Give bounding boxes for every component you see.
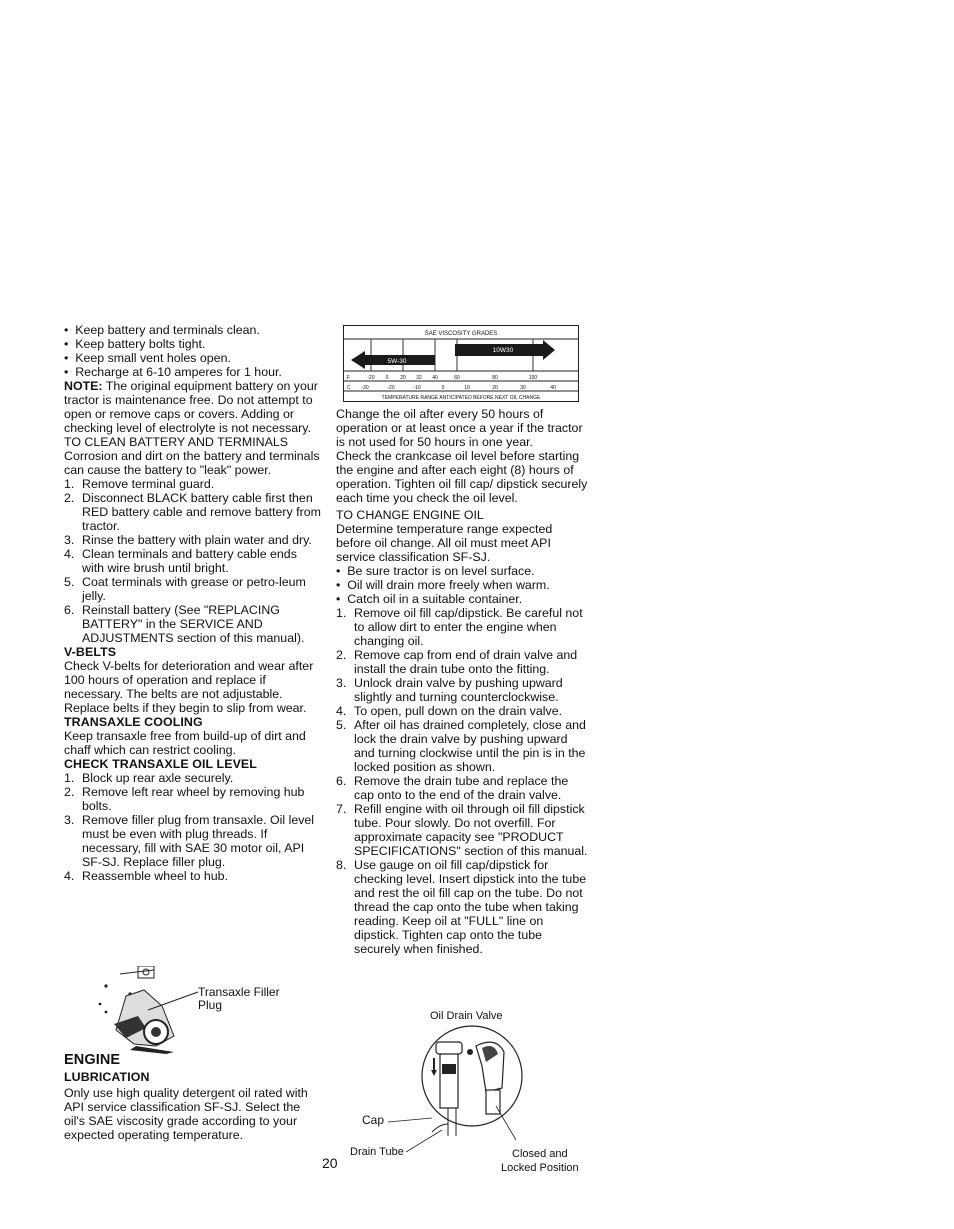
clean-step: 6. Reinstall battery (See "REPLACING BATTERY" in the SERVICE AND ADJUSTMENTS section of this manual).: [64, 603, 305, 645]
change-oil-intro: Determine temperature range expected before oil change. All oil must meet API service classification SF-SJ.: [336, 522, 553, 564]
battery-bullet: • Keep small vent holes open.: [64, 351, 231, 365]
f-tick-label: 60: [454, 375, 460, 381]
closed-label-line1: Closed and: [512, 1148, 568, 1160]
change-bullet: • Be sure tractor is on level surface.: [336, 564, 535, 578]
chart-title: SAE VISCOSITY GRADES: [424, 331, 498, 337]
engine-heading: ENGINE: [64, 1052, 121, 1068]
transaxle-illustration: [86, 966, 296, 1056]
f-scale-label: F: [347, 375, 351, 381]
check-step: 2. Remove left rear wheel by removing hub bolts.: [64, 785, 305, 813]
grade-10w30-label: 10W30: [492, 347, 514, 354]
f-tick-label: 20: [400, 375, 406, 381]
f-tick-label: 32: [416, 375, 422, 381]
check-step: 4. Reassemble wheel to hub.: [64, 869, 229, 883]
change-step: 3. Unlock drain valve by pushing upward slightly and turning counterclockwise.: [336, 676, 563, 704]
valve-title: Oil Drain Valve: [430, 1010, 503, 1022]
change-interval-text: Change the oil after every 50 hours of operation or at least once a year if the tractor is not used for 50 hours in one year.: [336, 407, 583, 449]
transaxle-filler-label: Transaxle Filler Plug: [198, 985, 280, 1012]
clean-step: 3. Rinse the battery with plain water and dry.: [64, 533, 312, 547]
c-tick-label: -10: [413, 385, 421, 391]
change-step: 6. Remove the drain tube and replace the cap onto to the end of the drain valve.: [336, 774, 569, 802]
cap-label: Cap: [362, 1113, 385, 1127]
chart-footer: TEMPERATURE RANGE ANTICIPATED BEFORE NEXT OIL CHANGE: [381, 395, 541, 401]
change-step: 2. Remove cap from end of drain valve and install the drain tube onto the fitting.: [336, 648, 578, 676]
c-scale-label: C: [347, 385, 351, 391]
c-tick-label: 10: [464, 385, 470, 391]
closed-position-label: [512, 1148, 568, 1160]
clean-step: 5. Coat terminals with grease or petro-leum jelly.: [64, 575, 306, 603]
valve-drawing: [336, 1006, 596, 1156]
cooling-text: Keep transaxle free from build-up of dirt and chaff which can restrict cooling.: [64, 729, 306, 757]
lubrication-heading: LUBRICATION: [64, 1070, 150, 1084]
check-transaxle-heading: CHECK TRANSAXLE OIL LEVEL: [64, 757, 257, 771]
engine-section: [64, 1052, 322, 1142]
c-tick-label: 0: [441, 385, 445, 391]
clean-step: 4. Clean terminals and battery cable ends with wire brush until bright.: [64, 547, 297, 575]
clean-intro: Corrosion and dirt on the battery and terminals can cause the battery to "leak" power.: [64, 449, 320, 477]
battery-bullet: • Keep battery and terminals clean.: [64, 323, 260, 337]
clean-step: 1. Remove terminal guard.: [64, 477, 215, 491]
right-column: [336, 407, 588, 956]
battery-bullet: • Recharge at 6-10 amperes for 1 hour.: [64, 365, 282, 379]
check-level-text: Check the crankcase oil level before starting the engine and after each eight (8) hours of operation. Tighten oil fill cap/ dipstick securely each time you check the oil level.: [336, 449, 588, 505]
grade-5w30-label: 5W-30: [387, 358, 407, 365]
c-tick-label: 30: [520, 385, 526, 391]
locked-position-label: Locked Position: [501, 1162, 579, 1174]
change-step: 4. To open, pull down on the drain valve.: [336, 704, 563, 718]
cooling-heading: TRANSAXLE COOLING: [64, 715, 203, 729]
clean-heading: TO CLEAN BATTERY AND TERMINALS: [64, 435, 289, 449]
change-bullet: • Catch oil in a suitable container.: [336, 592, 523, 606]
page-number: 20: [322, 1155, 338, 1171]
c-tick-label: 40: [550, 385, 556, 391]
battery-note: NOTE: The original equipment battery on your tractor is maintenance free. Do not attempt to open or remove caps or covers. Adding or checking level of electrolyte is not necessary.: [64, 379, 318, 435]
c-tick-label: 20: [492, 385, 498, 391]
sae-viscosity-chart: [343, 325, 579, 402]
lubrication-text: Only use high quality detergent oil rated with API service classification SF-SJ. Select the oil's SAE viscosity grade according to your expected operating temperature.: [64, 1086, 308, 1142]
f-tick-label: 80: [492, 375, 498, 381]
left-column: [64, 323, 322, 883]
viscosity-chart-drawing: [343, 325, 579, 402]
f-tick-label: -20: [367, 375, 375, 381]
change-bullet: • Oil will drain more freely when warm.: [336, 578, 550, 592]
drain-tube-label: Drain Tube: [350, 1146, 404, 1158]
vbelts-heading: V-BELTS: [64, 645, 117, 659]
f-tick-label: 0: [385, 375, 389, 381]
battery-bullet: • Keep battery bolts tight.: [64, 337, 206, 351]
check-step: 3. Remove filler plug from transaxle. Oil level must be even with plug threads. If necessary, fill with SAE 30 motor oil, API SF-SJ. Replace filler plug.: [64, 813, 315, 869]
c-tick-label: -30: [361, 385, 369, 391]
change-step: 1. Remove oil fill cap/dipstick. Be careful not to allow dirt to enter the engine when changing oil.: [336, 606, 583, 648]
check-step: 1. Block up rear axle securely.: [64, 771, 234, 785]
change-step: 5. After oil has drained completely, close and lock the drain valve by pushing upward and turning clockwise until the pin is in the locked position as shown.: [336, 718, 586, 774]
change-oil-heading: TO CHANGE ENGINE OIL: [336, 508, 484, 522]
c-tick-label: -20: [387, 385, 395, 391]
f-tick-label: 100: [528, 375, 538, 381]
change-step: 8. Use gauge on oil fill cap/dipstick for checking level. Insert dipstick into the tube and rest the oil fill cap on the tube. Do not thread the cap onto the tube when taking reading. Keep oil at "FULL" line on dipstick. Tighten cap onto the tube securely when finished.: [336, 858, 587, 956]
vbelts-text: Check V-belts for deterioration and wear after 100 hours of operation and replace if necessary. The belts are not adjustable. Replace belts if they begin to slip from wear.: [64, 659, 314, 715]
change-step: 7. Refill engine with oil through oil fill dipstick tube. Pour slowly. Do not overfill. For approximate capacity see "PRODUCT SPECIFICATIONS" section of this manual.: [336, 802, 588, 858]
f-tick-label: 40: [432, 375, 438, 381]
oil-drain-valve-illustration: [336, 1006, 596, 1160]
clean-step: 2. Disconnect BLACK battery cable first then RED battery cable and remove battery from tractor.: [64, 491, 321, 533]
